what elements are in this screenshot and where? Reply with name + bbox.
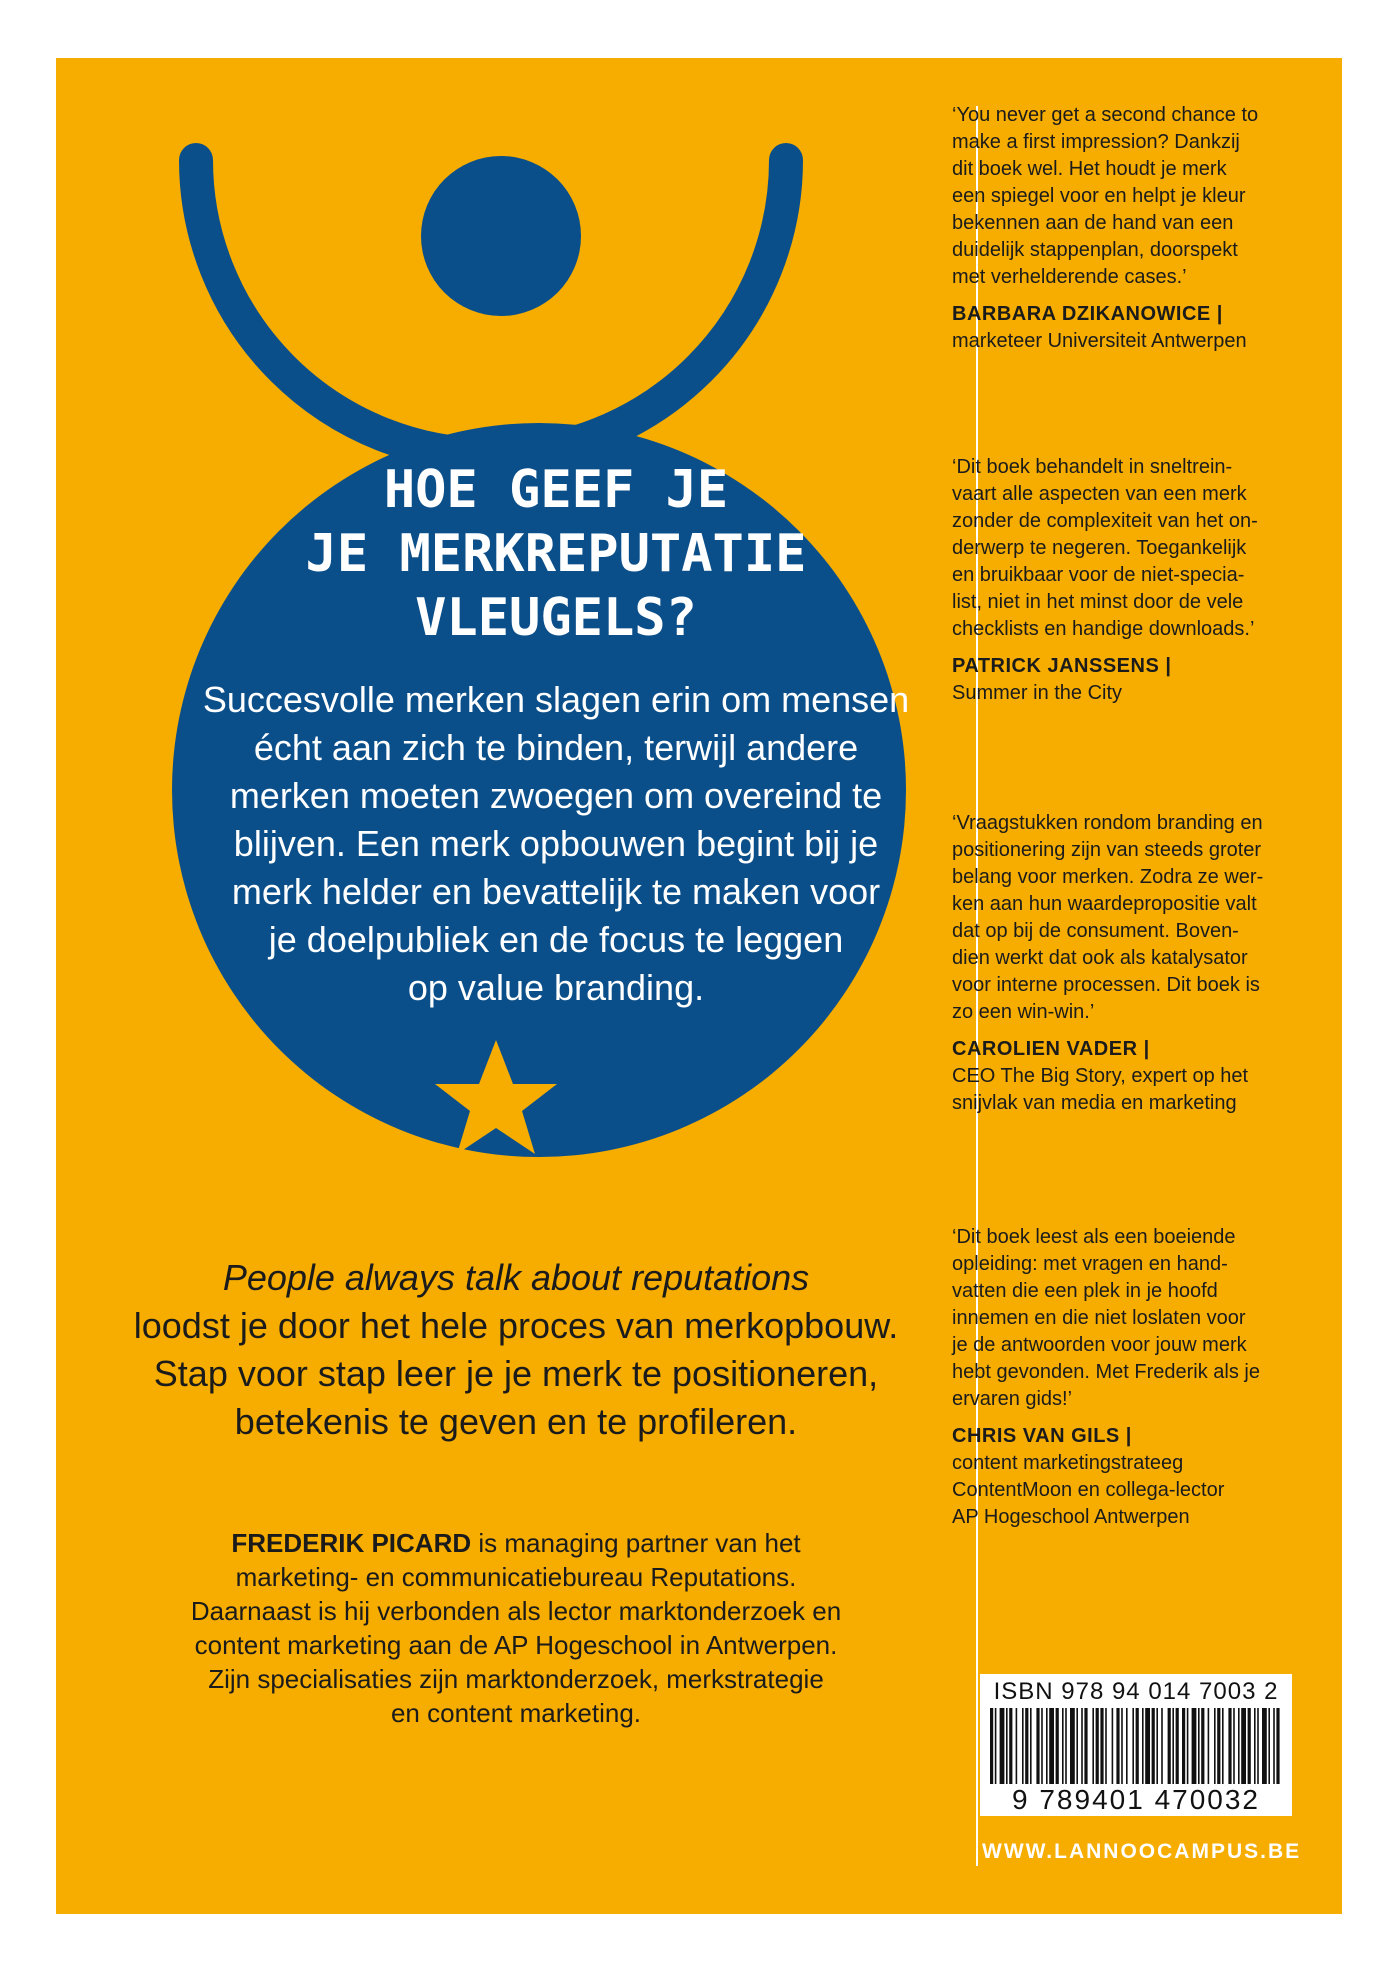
quote-line: ‘You never get a second chance to — [952, 104, 1259, 126]
barcode-bar — [1262, 1708, 1267, 1784]
barcode-bar — [1000, 1708, 1005, 1784]
barcode-bar — [1273, 1708, 1275, 1784]
quote-line: opleiding: met vragen en hand- — [952, 1253, 1228, 1275]
barcode-bar — [1092, 1708, 1094, 1784]
barcode-bar — [1222, 1708, 1224, 1784]
quote-line: innemen en die niet loslaten voor — [952, 1307, 1246, 1329]
barcode-bar — [1238, 1708, 1240, 1784]
quote-line: vatten die een plek in je hoofd — [952, 1280, 1218, 1302]
bio-line — [116, 1526, 916, 1560]
isbn-label: ISBN 978 94 014 7003 2 — [993, 1678, 1279, 1705]
summary-line: loodst je door het hele proces van merkopbouw. — [133, 1305, 899, 1346]
quote-line: ‘Vraagstukken rondom branding en — [952, 812, 1263, 834]
barcode-bar — [1168, 1708, 1171, 1784]
quote-line: checklists en handige downloads.’ — [952, 618, 1255, 640]
barcode-bar — [1198, 1708, 1200, 1784]
barcode-bar — [995, 1708, 997, 1784]
headline — [196, 458, 916, 650]
quote-author-role: ContentMoon en collega-lector — [952, 1479, 1225, 1501]
bio-line: Zijn specialisaties zijn marktonderzoek, merkstrategie — [208, 1664, 824, 1694]
barcode-bar — [1022, 1708, 1024, 1784]
quote-line: dien werkt dat ook als katalysator — [952, 947, 1248, 969]
quote-line: ken aan hun waardepropositie valt — [952, 893, 1257, 915]
back-cover — [56, 58, 1342, 1914]
barcode-bar — [1172, 1708, 1174, 1784]
intro-line: blijven. Een merk opbouwen begint bij je — [233, 823, 879, 864]
quote-line: duidelijk stappenplan, doorspekt — [952, 239, 1238, 261]
quote-line: zo een win-win.’ — [952, 1001, 1095, 1023]
barcode-bar — [1152, 1708, 1155, 1784]
barcode-bar — [1145, 1708, 1150, 1784]
quote-line: vaart alle aspecten van een merk — [952, 483, 1247, 505]
barcode-bar — [1076, 1708, 1078, 1784]
barcode-bar — [1030, 1708, 1032, 1784]
quote-author-role: snijvlak van media en marketing — [952, 1092, 1237, 1114]
barcode-bar — [1248, 1708, 1251, 1784]
book-title: People always talk about reputations — [222, 1257, 810, 1298]
barcode-bar — [1132, 1708, 1134, 1784]
endorsement-quote — [952, 810, 1298, 1117]
barcode-bar — [1187, 1708, 1189, 1784]
quote-line: met verhelderende cases.’ — [952, 266, 1187, 288]
quote-line: je de antwoorden voor jouw merk — [952, 1334, 1247, 1356]
barcode-bar — [1214, 1708, 1216, 1784]
barcode-bar — [1182, 1708, 1185, 1784]
barcode-bar — [1161, 1708, 1163, 1784]
quote-line: ‘Dit boek leest als een boeiende — [952, 1226, 1236, 1248]
barcode-bar — [1070, 1708, 1075, 1784]
quote-line: ervaren gids!’ — [952, 1388, 1073, 1410]
author-bio — [116, 1526, 916, 1730]
barcode-bar — [1126, 1708, 1128, 1784]
barcode-bar — [1025, 1708, 1028, 1784]
barcode-bar — [1112, 1708, 1114, 1784]
endorsement-quote — [952, 454, 1298, 707]
intro-line: je doelpubliek en de focus te leggen — [268, 919, 844, 960]
barcode-bar — [1056, 1708, 1059, 1784]
barcode-bar — [1241, 1708, 1246, 1784]
intro-line: Succesvolle merken slagen erin om mensen — [202, 679, 910, 720]
intro-line: merken moeten zwoegen om overeind te — [229, 775, 883, 816]
author-name: FREDERIK PICARD — [231, 1528, 472, 1558]
barcode-bar — [990, 1708, 993, 1784]
intro-text — [166, 676, 946, 1012]
headline-line: JE MERKREPUTATIE — [305, 524, 807, 584]
isbn-barcode — [980, 1674, 1292, 1816]
quote-line: voor interne processen. Dit boek is — [952, 974, 1260, 996]
barcode-bars-icon — [986, 1708, 1286, 1784]
quote-author: CAROLIEN VADER | — [952, 1038, 1150, 1060]
quote-line: bekennen aan de hand van een — [952, 212, 1234, 234]
quote-author-role: content marketingstrateeg — [952, 1452, 1184, 1474]
bio-line: Daarnaast is hij verbonden als lector marktonderzoek en — [190, 1596, 842, 1626]
barcode-bar — [1268, 1708, 1270, 1784]
barcode-bar — [1041, 1708, 1043, 1784]
barcode-bar — [1142, 1708, 1144, 1784]
barcode-bar — [1257, 1708, 1259, 1784]
barcode-bar — [1036, 1708, 1039, 1784]
head-icon — [421, 156, 581, 316]
barcode-bar — [1116, 1708, 1119, 1784]
quote-line: een spiegel voor en helpt je kleur — [952, 185, 1246, 207]
quote-line: dat op bij de consument. Boven- — [952, 920, 1239, 942]
quote-line: dit boek wel. Het houdt je merk — [952, 158, 1227, 180]
quote-author: CHRIS VAN GILS | — [952, 1425, 1132, 1447]
barcode-bar — [1105, 1708, 1107, 1784]
headline-line: HOE GEEF JE — [383, 460, 729, 520]
quote-line: zonder de complexiteit van het on- — [952, 510, 1258, 532]
barcode-bar — [1136, 1708, 1139, 1784]
barcode-bar — [1228, 1708, 1231, 1784]
barcode-bar — [1046, 1708, 1048, 1784]
headline-line: VLEUGELS? — [415, 588, 697, 648]
quote-line: make a first impression? Dankzij — [952, 131, 1240, 153]
barcode-bar — [1081, 1708, 1083, 1784]
quote-author-role: Summer in the City — [952, 682, 1123, 704]
barcode-bar — [1006, 1708, 1008, 1784]
barcode-bar — [1096, 1708, 1099, 1784]
summary-line: betekenis te geven en te profileren. — [234, 1401, 798, 1442]
book-summary — [76, 1254, 956, 1446]
bio-first-line: is managing partner van het — [471, 1528, 801, 1558]
barcode-bar — [1156, 1708, 1158, 1784]
barcode-bar — [1217, 1708, 1220, 1784]
quote-line: positionering zijn van steeds groter — [952, 839, 1262, 861]
quote-line: hebt gevonden. Met Frederik als je — [952, 1361, 1260, 1383]
barcode-bar — [1016, 1708, 1018, 1784]
endorsement-quote — [952, 102, 1298, 355]
endorsement-quote — [952, 1224, 1298, 1531]
barcode-bar — [1208, 1708, 1210, 1784]
quote-line: ‘Dit boek behandelt in sneltrein- — [952, 456, 1233, 478]
quote-author-role: CEO The Big Story, expert op het — [952, 1065, 1249, 1087]
barcode-bar — [1100, 1708, 1103, 1784]
bio-line: en content marketing. — [390, 1698, 642, 1728]
website-link[interactable]: WWW.LANNOOCAMPUS.BE — [982, 1840, 1302, 1863]
barcode-bar — [1009, 1708, 1012, 1784]
quote-author-role: marketeer Universiteit Antwerpen — [952, 330, 1247, 352]
quote-line: en bruikbaar voor de niet-specia- — [952, 564, 1245, 586]
barcode-bar — [1084, 1708, 1087, 1784]
intro-line: op value branding. — [407, 967, 705, 1008]
barcode-bar — [1121, 1708, 1123, 1784]
intro-line: merk helder en bevattelijk te maken voor — [231, 871, 881, 912]
bio-line: marketing- en communicatiebureau Reputations. — [235, 1562, 797, 1592]
barcode-bar — [1176, 1708, 1179, 1784]
barcode-bar — [1276, 1708, 1279, 1784]
barcode-bar — [1049, 1708, 1054, 1784]
barcode-bar — [1201, 1708, 1204, 1784]
quote-author-role: AP Hogeschool Antwerpen — [952, 1506, 1190, 1528]
barcode-number: 9 789401 470032 — [1012, 1784, 1260, 1815]
summary-line: Stap voor stap leer je je merk te positioneren, — [153, 1353, 879, 1394]
quote-line: list, niet in het minst door de vele — [952, 591, 1244, 613]
barcode-bar — [1233, 1708, 1235, 1784]
bio-line: content marketing aan de AP Hogeschool in Antwerpen. — [194, 1630, 838, 1660]
barcode-bar — [1192, 1708, 1197, 1784]
quote-author: BARBARA DZIKANOWICE | — [952, 303, 1223, 325]
quote-author: PATRICK JANSSENS | — [952, 655, 1172, 677]
barcode-bar — [1254, 1708, 1256, 1784]
quote-line: derwerp te negeren. Toegankelijk — [952, 537, 1247, 559]
barcode-bar — [1065, 1708, 1067, 1784]
quote-line: belang voor merken. Zodra ze wer- — [952, 866, 1264, 888]
barcode-bar — [1062, 1708, 1064, 1784]
intro-line: écht aan zich te binden, terwijl andere — [253, 727, 859, 768]
